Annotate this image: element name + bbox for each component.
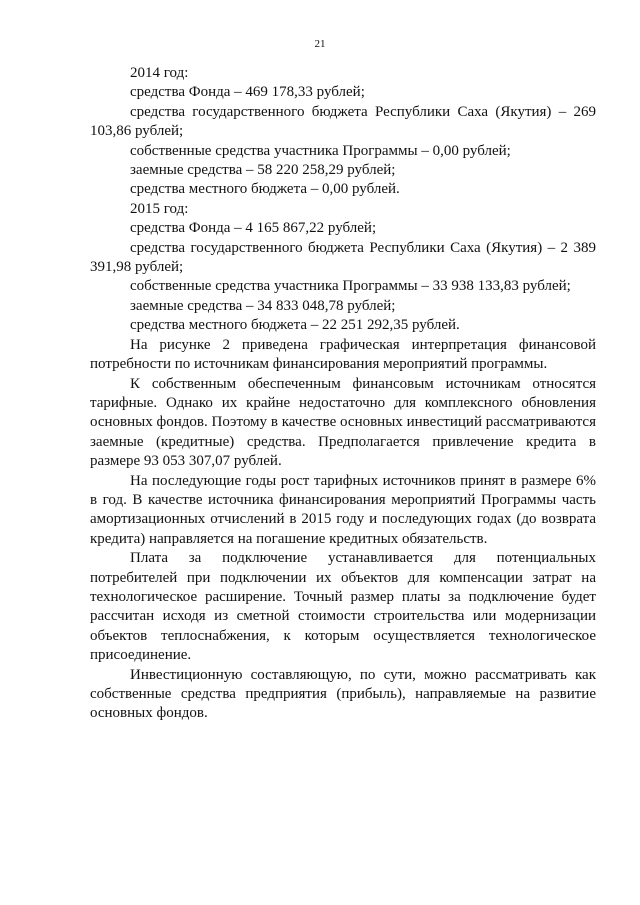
page-number: 21 <box>314 38 326 50</box>
paragraph-own-funds-2014: собственные средства участника Программы – 0,00 рублей; <box>130 142 511 159</box>
paragraph-borrowed-2014: заемные средства – 58 220 258,29 рублей; <box>130 162 396 179</box>
paragraph-own-funds-2015: собственные средства участника Программы – 33 938 133,83 рублей; <box>130 278 571 295</box>
paragraph-borrowed-2015: заемные средства – 34 833 048,78 рублей; <box>130 297 396 314</box>
paragraph-fund-2014: средства Фонда – 469 178,33 рублей; <box>130 84 365 101</box>
paragraph-state-budget-2014: средства государственного бюджета Республики Саха (Якутия) – 269 103,86 рублей; <box>90 103 596 140</box>
paragraph-own-sources: К собственным обеспеченным финансовым источникам относятся тарифные. Однако их крайне недостаточно для комплексного обновления основных фондов. Поэтому в качестве основных инвестиций рассматриваются заемные (кредитные) средства. Предполагается привлечение кредита в размере 93 053 307,07 рублей. <box>90 375 596 470</box>
document-body <box>90 64 596 724</box>
paragraph-investment-component: Инвестиционную составляющую, по сути, можно рассматривать как собственные средства предприятия (прибыль), направляемые на развитие основных фондов. <box>90 666 596 722</box>
paragraph-state-budget-2015: средства государственного бюджета Республики Саха (Якутия) – 2 389 391,98 рублей; <box>90 239 596 276</box>
paragraph-tariff-growth: На последующие годы рост тарифных источников принят в размере 6% в год. В качестве источника финансирования мероприятий Программы часть амортизационных отчислений в 2015 году и последующих годах (до возврата кредита) направляется на погашение кредитных обязательств. <box>90 472 596 547</box>
paragraph-year-2015: 2015 год: <box>130 200 189 217</box>
paragraph-local-budget-2014: средства местного бюджета – 0,00 рублей. <box>130 181 400 198</box>
paragraph-figure-reference: На рисунке 2 приведена графическая интерпретация финансовой потребности по источникам финансирования мероприятий программы. <box>90 336 596 373</box>
paragraph-connection-fee: Плата за подключение устанавливается для потенциальных потребителей при подключении их объектов для компенсации затрат на технологическое расширение. Точный размер платы за подключение будет рассчитан исходя из сметной стоимости строительства или модернизации объектов теплоснабжения, к которым осуществляется технологическое присоединение. <box>90 550 596 664</box>
paragraph-year-2014: 2014 год: <box>130 65 189 81</box>
paragraph-fund-2015: средства Фонда – 4 165 867,22 рублей; <box>130 220 377 237</box>
paragraph-local-budget-2015: средства местного бюджета – 22 251 292,35 рублей. <box>130 317 460 334</box>
